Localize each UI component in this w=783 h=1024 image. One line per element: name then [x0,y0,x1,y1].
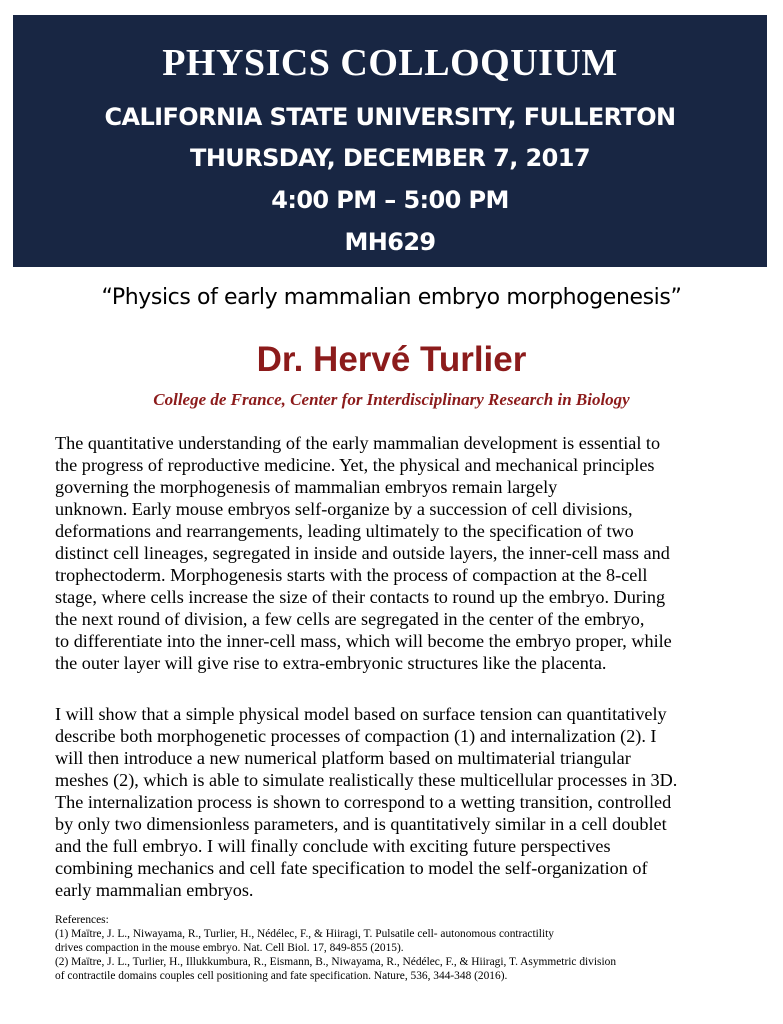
event-room: MH629 [344,228,436,256]
colloquium-title: PHYSICS COLLOQUIUM [162,42,618,84]
abstract-line: trophectoderm. Morphogenesis starts with the process of compaction at the 8-cell [55,565,648,585]
reference-line: (1) Maïtre, J. L., Niwayama, R., Turlier, H., Nédélec, F., & Hiiragi, T. Pulsatile cell- autonomous contractility [55,928,554,940]
abstract-line: by only two dimensionless parameters, and is quantitatively similar in a cell doublet [55,814,667,834]
abstract-line: deformations and rearrangements, leading ultimately to the specification of two [55,521,634,541]
abstract-line: and the full embryo. I will finally conclude with exciting future perspectives [55,836,611,856]
abstract-line: will then introduce a new numerical platform based on multimaterial triangular [55,748,631,768]
references [55,913,775,983]
header-banner [13,15,767,267]
abstract-line: combining mechanics and cell fate specification to model the self-organization of [55,858,648,878]
abstract-line: The quantitative understanding of the early mammalian development is essential to [55,433,661,453]
abstract-line: stage, where cells increase the size of their contacts to round up the embryo. During [55,587,666,607]
abstract-line: I will show that a simple physical model based on surface tension can quantitatively [55,704,667,724]
reference-line: of contractile domains couples cell positioning and fate specification. Nature, 536, 344-348 (2016). [55,970,508,982]
abstract-line: The internalization process is shown to correspond to a wetting transition, controlled [55,792,672,812]
abstract-line: distinct cell lineages, segregated in inside and outside layers, the inner-cell mass and [55,543,670,563]
references-heading: References: [55,914,109,926]
abstract-line: describe both morphogenetic processes of compaction (1) and internalization (2). I [55,726,657,746]
abstract-line: the outer layer will give rise to extra-embryonic structures like the placenta. [55,653,607,673]
abstract-paragraph-1 [55,432,775,674]
talk-title: “Physics of early mammalian embryo morphogenesis” [101,285,682,310]
abstract-line: governing the morphogenesis of mammalian embryos remain largely [55,477,558,497]
abstract-line: the next round of division, a few cells are segregated in the center of the embryo, [55,609,645,629]
event-time: 4:00 PM – 5:00 PM [271,186,509,214]
speaker-affiliation: College de France, Center for Interdisciplinary Research in Biology [153,390,630,409]
abstract-paragraph-2 [55,703,775,901]
abstract-line: meshes (2), which is able to simulate realistically these multicellular processes in 3D. [55,770,678,790]
abstract-line: the progress of reproductive medicine. Yet, the physical and mechanical principles [55,455,655,475]
reference-line: (2) Maïtre, J. L., Turlier, H., Illukkumbura, R., Eismann, B., Niwayama, R., Nédélec, F., & Hiiragi, T. Asymmetric division [55,956,617,968]
speaker-name: Dr. Hervé Turlier [256,340,527,379]
event-date: THURSDAY, DECEMBER 7, 2017 [190,144,590,172]
university-name: CALIFORNIA STATE UNIVERSITY, FULLERTON [104,103,676,131]
abstract-line: unknown. Early mouse embryos self-organize by a succession of cell divisions, [55,499,633,519]
reference-line: drives compaction in the mouse embryo. Nat. Cell Biol. 17, 849-855 (2015). [55,942,404,954]
abstract-line: early mammalian embryos. [55,880,254,900]
abstract-line: to differentiate into the inner-cell mass, which will become the embryo proper, while [55,631,672,651]
